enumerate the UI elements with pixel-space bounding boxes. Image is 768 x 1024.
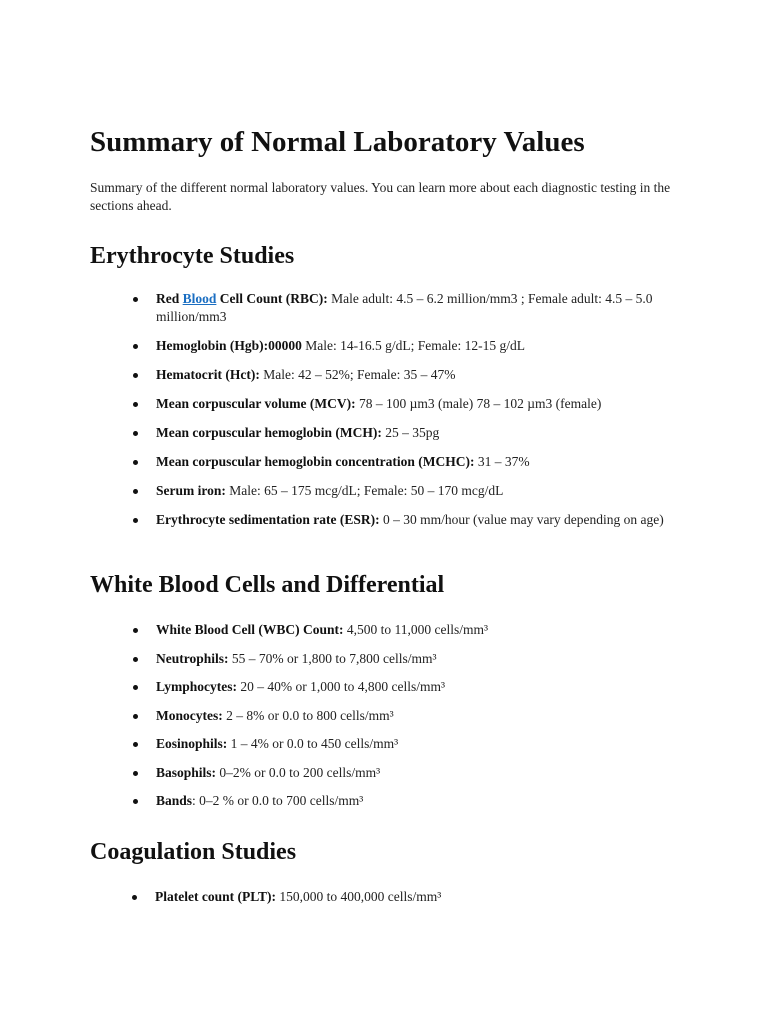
- item-value: Male: 14-16.5 g/dL; Female: 12-15 g/dL: [301, 338, 525, 353]
- item-label: Lymphocytes:: [156, 679, 237, 694]
- section-heading-wbc: White Blood Cells and Differential: [90, 572, 445, 598]
- blood-link[interactable]: Blood: [182, 291, 217, 306]
- item-value: 20 – 40% or 1,000 to 4,800 cells/mm³: [237, 679, 446, 694]
- item-label: Cell Count (RBC):: [216, 291, 328, 306]
- list-item-rbc: [90, 290, 690, 326]
- item-label: Neutrophils:: [156, 650, 229, 666]
- list-item-lymphocytes: [90, 678, 690, 696]
- item-value: 1 – 4% or 0.0 to 450 cells/mm³: [227, 736, 399, 751]
- page-title: Summary of Normal Laboratory Values: [90, 126, 585, 158]
- item-label: Serum iron:: [156, 483, 226, 498]
- item-value: Male adult: 4.5 – 6.2 million/mm3 ; Female adult: 4.5 – 5.0 million/mm3: [156, 291, 653, 324]
- list-item-platelet-count: [90, 888, 690, 906]
- section-heading-coagulation: Coagulation Studies: [90, 839, 297, 865]
- list-item-monocytes: [90, 707, 690, 725]
- list-item-mcv: [90, 395, 690, 413]
- item-label: Erythrocyte sedimentation rate (ESR):: [156, 512, 380, 527]
- list-item-neutrophils: [90, 650, 690, 668]
- list-item-esr: [90, 511, 690, 529]
- item-label: Eosinophils:: [156, 736, 228, 751]
- item-value: 78 – 100 µm3 (male) 78 – 102 µm3 (female): [355, 396, 602, 411]
- list-item-mchc: [90, 453, 690, 471]
- list-item-serum-iron: [90, 482, 690, 500]
- item-label: White Blood Cell (WBC) Count:: [156, 622, 344, 637]
- list-item-eosinophils: [90, 735, 690, 753]
- list-item-mch: [90, 424, 690, 442]
- section-heading-erythrocyte: Erythrocyte Studies: [90, 243, 295, 269]
- list-item-basophils: [90, 764, 690, 782]
- item-value: 0–2% or 0.0 to 200 cells/mm³: [216, 764, 381, 780]
- item-label: Mean corpuscular hemoglobin (MCH):: [156, 425, 382, 440]
- list-item-bands: [90, 792, 690, 810]
- item-label: Bands: [156, 793, 193, 808]
- item-label: Hematocrit (Hct):: [156, 367, 260, 382]
- item-value: 31 – 37%: [474, 454, 530, 469]
- item-label: Hemoglobin (Hgb):00000: [156, 338, 302, 353]
- item-value: 2 – 8% or 0.0 to 800 cells/mm³: [222, 707, 394, 723]
- item-value: 55 – 70% or 1,800 to 7,800 cells/mm³: [228, 650, 437, 666]
- list-item-hgb: [90, 337, 690, 355]
- coagulation-list: [90, 888, 690, 917]
- item-label: Platelet count (PLT):: [155, 889, 276, 904]
- item-value: Male: 65 – 175 mcg/dL; Female: 50 – 170 mcg/dL: [225, 483, 504, 498]
- intro-paragraph: Summary of the different normal laboratory values. You can learn more about each diagnostic testing in the sections ahead.: [90, 180, 671, 213]
- item-value: Male: 42 – 52%; Female: 35 – 47%: [259, 367, 456, 382]
- item-value: 4,500 to 11,000 cells/mm³: [343, 622, 489, 637]
- item-value: : 0–2 % or 0.0 to 700 cells/mm³: [192, 793, 364, 808]
- item-label: Red: [156, 291, 183, 306]
- item-value: 0 – 30 mm/hour (value may vary depending on age): [379, 512, 664, 527]
- item-label: Mean corpuscular hemoglobin concentration (MCHC):: [156, 454, 475, 469]
- wbc-list: [90, 621, 690, 821]
- item-value: 150,000 to 400,000 cells/mm³: [275, 889, 442, 904]
- item-label: Basophils:: [156, 764, 217, 780]
- item-value: 25 – 35pg: [381, 425, 440, 440]
- erythrocyte-list: [90, 290, 690, 540]
- item-label: Monocytes:: [156, 707, 223, 723]
- list-item-hct: [90, 366, 690, 384]
- list-item-wbc-count: [90, 621, 690, 639]
- item-label: Mean corpuscular volume (MCV):: [156, 396, 356, 411]
